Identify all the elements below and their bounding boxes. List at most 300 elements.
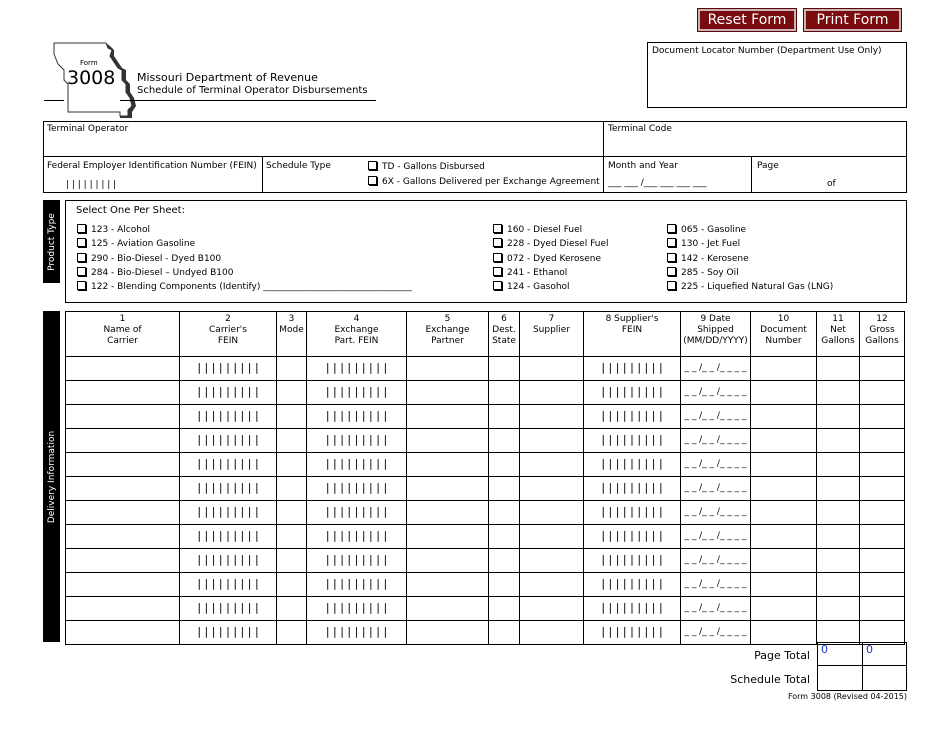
delivery-table bbox=[65, 311, 905, 645]
table-cell[interactable] bbox=[307, 549, 407, 573]
table-cell[interactable] bbox=[584, 477, 681, 501]
fein-ticks: | | | | | | | | | bbox=[601, 505, 663, 518]
table-cell[interactable] bbox=[817, 621, 860, 645]
column-header-line: Number bbox=[765, 336, 802, 346]
product-checkbox[interactable] bbox=[77, 267, 86, 276]
product-option-label: 123 - Alcohol bbox=[91, 225, 150, 235]
table-cell[interactable] bbox=[180, 501, 277, 525]
table-row bbox=[66, 597, 905, 621]
department-name: Missouri Department of Revenue bbox=[137, 71, 318, 84]
fein-ticks: | | | | | | | | | bbox=[197, 361, 259, 374]
table-cell[interactable] bbox=[307, 477, 407, 501]
column-header-line: 1 bbox=[119, 314, 126, 324]
table-cell[interactable] bbox=[681, 429, 751, 453]
table-cell[interactable] bbox=[66, 405, 180, 429]
table-cell[interactable] bbox=[307, 573, 407, 597]
table-cell[interactable] bbox=[681, 381, 751, 405]
table-cell[interactable] bbox=[66, 621, 180, 645]
table-cell[interactable] bbox=[407, 573, 489, 597]
date-blank: _ _ /_ _ /_ _ _ _ bbox=[684, 507, 747, 517]
table-cell[interactable] bbox=[681, 597, 751, 621]
table-cell[interactable] bbox=[277, 429, 307, 453]
column-header-line: State bbox=[492, 336, 516, 346]
page-total-gross-field[interactable]: 0 bbox=[862, 642, 907, 666]
schedule-type-6x[interactable]: 6X - Gallons Delivered per Exchange Agreement bbox=[368, 176, 600, 187]
fein-ticks: | | | | | | | | | bbox=[325, 529, 388, 542]
table-row bbox=[66, 525, 905, 549]
column-header-line: Document bbox=[760, 325, 807, 335]
table-cell[interactable] bbox=[489, 573, 520, 597]
product-checkbox[interactable] bbox=[77, 281, 86, 290]
table-cell[interactable] bbox=[520, 573, 584, 597]
product-checkbox[interactable] bbox=[493, 281, 502, 290]
table-cell[interactable] bbox=[277, 525, 307, 549]
fein-ticks: | | | | | | | | | bbox=[601, 625, 663, 638]
product-option-label: 065 - Gasoline bbox=[681, 225, 747, 235]
product-option-label: 225 - Liquefied Natural Gas (LNG) bbox=[681, 282, 834, 293]
table-cell[interactable] bbox=[180, 477, 277, 501]
product-type-sidebar bbox=[43, 200, 60, 283]
table-cell[interactable] bbox=[751, 621, 817, 645]
month-year-label: Month and Year bbox=[608, 161, 678, 171]
table-cell[interactable] bbox=[407, 549, 489, 573]
table-cell[interactable] bbox=[307, 501, 407, 525]
fein-ticks: | | | | | | | | | bbox=[325, 433, 388, 446]
table-cell[interactable] bbox=[751, 405, 817, 429]
table-cell[interactable] bbox=[520, 405, 584, 429]
table-cell[interactable] bbox=[66, 573, 180, 597]
table-cell[interactable] bbox=[489, 453, 520, 477]
column-header-line: 2 bbox=[225, 314, 231, 324]
fein-ticks: | | | | | | | | | bbox=[601, 385, 663, 398]
table-cell[interactable] bbox=[860, 357, 905, 381]
column-header bbox=[307, 312, 407, 357]
table-cell[interactable] bbox=[66, 381, 180, 405]
product-option[interactable] bbox=[667, 224, 746, 235]
table-cell[interactable] bbox=[66, 597, 180, 621]
fein-ticks: | | | | | | | | | bbox=[325, 625, 388, 638]
table-cell[interactable] bbox=[489, 381, 520, 405]
table-row bbox=[66, 453, 905, 477]
table-cell[interactable] bbox=[277, 453, 307, 477]
table-cell[interactable] bbox=[860, 573, 905, 597]
select-one-label: Select One Per Sheet: bbox=[76, 205, 185, 216]
schedule-total-gross-field[interactable] bbox=[862, 665, 907, 691]
column-header-line: 9 Date bbox=[700, 314, 731, 324]
column-header bbox=[817, 312, 860, 357]
table-cell[interactable] bbox=[860, 549, 905, 573]
table-cell[interactable] bbox=[66, 549, 180, 573]
schedule-title: Schedule of Terminal Operator Disbursements bbox=[137, 85, 368, 96]
table-cell[interactable] bbox=[860, 453, 905, 477]
table-cell[interactable] bbox=[277, 477, 307, 501]
delivery-header-row bbox=[66, 312, 905, 357]
table-cell[interactable] bbox=[180, 381, 277, 405]
fein-ticks: | | | | | | | | | bbox=[197, 457, 259, 470]
table-cell[interactable] bbox=[584, 453, 681, 477]
logo-rule bbox=[44, 100, 64, 101]
fein-ticks: | | | | | | | | | bbox=[601, 457, 663, 470]
product-option[interactable] bbox=[493, 281, 570, 292]
fein-ticks: | | | | | | | | | bbox=[601, 529, 663, 542]
table-cell[interactable] bbox=[584, 597, 681, 621]
fein-ticks: | | | | | | | | | bbox=[601, 433, 663, 446]
table-cell[interactable] bbox=[520, 549, 584, 573]
table-cell[interactable] bbox=[489, 429, 520, 453]
fein-label: Federal Employer Identification Number (FEIN) bbox=[47, 161, 257, 171]
table-cell[interactable] bbox=[407, 477, 489, 501]
table-cell[interactable] bbox=[681, 525, 751, 549]
table-row bbox=[66, 357, 905, 381]
product-option[interactable] bbox=[77, 224, 150, 235]
fein-ticks: | | | | | | | | | bbox=[325, 505, 388, 518]
table-cell[interactable] bbox=[277, 573, 307, 597]
page-label: Page bbox=[757, 161, 779, 171]
document-locator-box[interactable] bbox=[647, 42, 907, 108]
td-checkbox[interactable] bbox=[368, 161, 377, 170]
table-cell[interactable] bbox=[407, 429, 489, 453]
product-option[interactable] bbox=[667, 253, 749, 264]
fein-ticks: | | | | | | | | | bbox=[601, 601, 663, 614]
table-cell[interactable] bbox=[489, 477, 520, 501]
column-header-line: Exchange bbox=[334, 325, 379, 335]
table-cell[interactable] bbox=[66, 477, 180, 501]
table-cell[interactable] bbox=[751, 453, 817, 477]
table-cell[interactable] bbox=[860, 381, 905, 405]
page-of-label: of bbox=[827, 179, 836, 189]
schedule-type-label: Schedule Type bbox=[266, 161, 331, 171]
product-checkbox[interactable] bbox=[667, 253, 676, 262]
column-header-line: Gross bbox=[869, 325, 895, 335]
table-cell[interactable] bbox=[489, 525, 520, 549]
table-cell[interactable] bbox=[520, 357, 584, 381]
table-row bbox=[66, 381, 905, 405]
column-header-line: Shipped bbox=[697, 325, 734, 335]
table-row bbox=[66, 549, 905, 573]
fein-ticks: | | | | | | | | | bbox=[601, 361, 663, 374]
date-blank: _ _ /_ _ /_ _ _ _ bbox=[684, 483, 747, 493]
table-cell[interactable] bbox=[584, 525, 681, 549]
table-cell[interactable] bbox=[407, 621, 489, 645]
date-blank: _ _ /_ _ /_ _ _ _ bbox=[684, 579, 747, 589]
product-option[interactable] bbox=[493, 267, 567, 278]
table-cell[interactable] bbox=[751, 477, 817, 501]
product-option[interactable] bbox=[667, 238, 740, 249]
table-cell[interactable] bbox=[520, 429, 584, 453]
table-row bbox=[66, 477, 905, 501]
product-option-label: 124 - Gasohol bbox=[507, 282, 570, 293]
fein-ticks: | | | | | | | | | bbox=[197, 409, 259, 422]
table-cell[interactable] bbox=[307, 453, 407, 477]
product-option-label: 160 - Diesel Fuel bbox=[507, 225, 583, 235]
table-cell[interactable] bbox=[860, 477, 905, 501]
table-cell[interactable] bbox=[681, 501, 751, 525]
date-blank: _ _ /_ _ /_ _ _ _ bbox=[684, 531, 747, 541]
column-header bbox=[751, 312, 817, 357]
table-cell[interactable] bbox=[520, 597, 584, 621]
product-option[interactable] bbox=[493, 224, 582, 235]
table-cell[interactable] bbox=[66, 453, 180, 477]
table-cell[interactable] bbox=[66, 357, 180, 381]
product-option-label: 284 - Bio-Diesel – Undyed B100 bbox=[91, 267, 234, 278]
column-header-line: Name of bbox=[103, 325, 142, 335]
fein-ticks: | | | | | | | | | bbox=[601, 481, 663, 494]
column-header bbox=[681, 312, 751, 357]
table-cell[interactable] bbox=[277, 549, 307, 573]
column-header-line: FEIN bbox=[621, 325, 643, 335]
fein-ticks: | | | | | | | | | bbox=[197, 505, 259, 518]
table-cell[interactable] bbox=[277, 501, 307, 525]
table-cell[interactable] bbox=[307, 621, 407, 645]
fein-ticks: | | | | | | | | | bbox=[325, 361, 388, 374]
print-form-button[interactable]: Print Form bbox=[804, 9, 901, 31]
table-cell[interactable] bbox=[817, 381, 860, 405]
product-option[interactable] bbox=[77, 281, 412, 292]
table-cell[interactable] bbox=[407, 525, 489, 549]
table-cell[interactable] bbox=[584, 549, 681, 573]
column-header-line: (MM/DD/YYYY) bbox=[683, 336, 748, 346]
product-checkbox[interactable] bbox=[667, 224, 676, 233]
product-checkbox[interactable] bbox=[493, 253, 502, 262]
table-cell[interactable] bbox=[489, 501, 520, 525]
table-cell[interactable] bbox=[860, 525, 905, 549]
table-cell[interactable] bbox=[277, 621, 307, 645]
table-cell[interactable] bbox=[520, 453, 584, 477]
product-checkbox[interactable] bbox=[77, 253, 86, 262]
product-option[interactable] bbox=[667, 281, 833, 292]
table-cell[interactable] bbox=[817, 357, 860, 381]
table-cell[interactable] bbox=[817, 405, 860, 429]
table-cell[interactable] bbox=[681, 477, 751, 501]
table-cell[interactable] bbox=[817, 573, 860, 597]
product-option-label: 072 - Dyed Kerosene bbox=[507, 253, 601, 264]
fein-ticks: | | | | | | | | | bbox=[601, 409, 663, 422]
product-option[interactable] bbox=[493, 238, 609, 249]
table-cell[interactable] bbox=[751, 429, 817, 453]
table-cell[interactable] bbox=[180, 357, 277, 381]
page-total-net-field[interactable]: 0 bbox=[817, 642, 863, 666]
table-cell[interactable] bbox=[817, 477, 860, 501]
table-cell[interactable] bbox=[180, 429, 277, 453]
6x-checkbox[interactable] bbox=[368, 176, 377, 185]
table-cell[interactable] bbox=[180, 549, 277, 573]
product-checkbox[interactable] bbox=[667, 238, 676, 247]
column-header-line: 12 bbox=[876, 314, 888, 324]
table-cell[interactable] bbox=[407, 381, 489, 405]
column-header-line: 7 bbox=[548, 314, 555, 324]
product-checkbox[interactable] bbox=[77, 224, 86, 233]
fein-ticks: | | | | | | | | | bbox=[325, 481, 388, 494]
table-cell[interactable] bbox=[180, 405, 277, 429]
info-vline-2 bbox=[262, 156, 263, 193]
table-cell[interactable] bbox=[407, 357, 489, 381]
table-cell[interactable] bbox=[584, 357, 681, 381]
schedule-type-td[interactable]: TD - Gallons Disbursed bbox=[368, 161, 485, 172]
table-cell[interactable] bbox=[277, 357, 307, 381]
table-cell[interactable] bbox=[584, 405, 681, 429]
column-header-line: Carrier's bbox=[209, 325, 247, 335]
table-cell[interactable] bbox=[180, 597, 277, 621]
table-cell[interactable] bbox=[277, 405, 307, 429]
delivery-info-sidebar bbox=[43, 311, 60, 642]
table-cell[interactable] bbox=[817, 429, 860, 453]
delivery-info-label: Delivery Information bbox=[46, 430, 57, 523]
date-blank: _ _ /_ _ /_ _ _ _ bbox=[684, 411, 747, 421]
column-header-line: Gallons bbox=[865, 336, 899, 346]
terminal-code-label: Terminal Code bbox=[608, 124, 672, 134]
table-cell[interactable] bbox=[751, 597, 817, 621]
table-cell[interactable] bbox=[520, 501, 584, 525]
column-header-line: Supplier bbox=[532, 325, 571, 335]
title-rule bbox=[120, 100, 376, 101]
table-cell[interactable] bbox=[520, 381, 584, 405]
table-cell[interactable] bbox=[751, 501, 817, 525]
month-year-field[interactable]: ___ ___ /___ ___ ___ ___ bbox=[608, 178, 707, 188]
table-cell[interactable] bbox=[489, 549, 520, 573]
form-number: 3008 bbox=[67, 67, 116, 89]
table-cell[interactable] bbox=[681, 453, 751, 477]
table-cell[interactable] bbox=[817, 525, 860, 549]
column-header-line: Carrier bbox=[107, 336, 138, 346]
fein-ticks: | | | | | | | | | bbox=[601, 577, 663, 590]
fein-ticks: | | | | | | | | | bbox=[197, 385, 259, 398]
table-cell[interactable] bbox=[584, 429, 681, 453]
column-header-line: Gallons bbox=[821, 336, 855, 346]
table-cell[interactable] bbox=[180, 525, 277, 549]
column-header-line: Exchange bbox=[425, 325, 470, 335]
column-header bbox=[407, 312, 489, 357]
table-cell[interactable] bbox=[751, 573, 817, 597]
table-cell[interactable] bbox=[751, 357, 817, 381]
table-cell[interactable] bbox=[681, 549, 751, 573]
table-cell[interactable] bbox=[489, 597, 520, 621]
table-cell[interactable] bbox=[307, 405, 407, 429]
fein-ticks: | | | | | | | | | bbox=[197, 625, 259, 638]
schedule-total-net-field[interactable] bbox=[817, 665, 863, 691]
table-cell[interactable] bbox=[681, 621, 751, 645]
table-cell[interactable] bbox=[860, 621, 905, 645]
table-row bbox=[66, 573, 905, 597]
table-cell[interactable] bbox=[407, 597, 489, 621]
table-row bbox=[66, 405, 905, 429]
table-cell[interactable] bbox=[584, 501, 681, 525]
table-cell[interactable] bbox=[307, 429, 407, 453]
table-cell[interactable] bbox=[817, 501, 860, 525]
product-option-label: 125 - Aviation Gasoline bbox=[91, 239, 196, 250]
table-cell[interactable] bbox=[307, 381, 407, 405]
table-cell[interactable] bbox=[860, 597, 905, 621]
table-cell[interactable] bbox=[489, 621, 520, 645]
dln-label: Document Locator Number (Department Use Only) bbox=[652, 46, 882, 56]
fein-ticks[interactable]: | | | | | | | | | bbox=[66, 180, 117, 190]
product-option-label: 290 - Bio-Diesel - Dyed B100 bbox=[91, 253, 222, 264]
date-blank: _ _ /_ _ /_ _ _ _ bbox=[684, 555, 747, 565]
product-option-label: 228 - Dyed Diesel Fuel bbox=[507, 239, 609, 250]
product-checkbox[interactable] bbox=[77, 238, 86, 247]
table-cell[interactable] bbox=[681, 573, 751, 597]
product-checkbox[interactable] bbox=[667, 267, 676, 276]
date-blank: _ _ /_ _ /_ _ _ _ bbox=[684, 363, 747, 373]
table-cell[interactable] bbox=[307, 525, 407, 549]
table-cell[interactable] bbox=[520, 477, 584, 501]
table-cell[interactable] bbox=[584, 621, 681, 645]
fein-ticks: | | | | | | | | | bbox=[197, 529, 259, 542]
column-header bbox=[860, 312, 905, 357]
date-blank: _ _ /_ _ /_ _ _ _ bbox=[684, 603, 747, 613]
table-cell[interactable] bbox=[751, 525, 817, 549]
table-cell[interactable] bbox=[860, 405, 905, 429]
table-cell[interactable] bbox=[584, 573, 681, 597]
column-header bbox=[584, 312, 681, 357]
table-cell[interactable] bbox=[681, 357, 751, 381]
table-cell[interactable] bbox=[66, 525, 180, 549]
table-cell[interactable] bbox=[817, 597, 860, 621]
product-checkbox[interactable] bbox=[493, 224, 502, 233]
table-cell[interactable] bbox=[66, 501, 180, 525]
column-header-line: FEIN bbox=[217, 336, 239, 346]
fein-ticks: | | | | | | | | | bbox=[325, 409, 388, 422]
table-cell[interactable] bbox=[180, 453, 277, 477]
table-cell[interactable] bbox=[407, 405, 489, 429]
table-cell[interactable] bbox=[520, 525, 584, 549]
product-option[interactable] bbox=[77, 238, 195, 249]
table-cell[interactable] bbox=[277, 381, 307, 405]
product-checkbox[interactable] bbox=[493, 238, 502, 247]
table-cell[interactable] bbox=[584, 381, 681, 405]
table-cell[interactable] bbox=[520, 621, 584, 645]
table-row bbox=[66, 429, 905, 453]
table-cell[interactable] bbox=[751, 381, 817, 405]
fein-ticks: | | | | | | | | | bbox=[197, 553, 259, 566]
product-checkbox[interactable] bbox=[493, 267, 502, 276]
table-cell[interactable] bbox=[277, 597, 307, 621]
column-header-line: 11 bbox=[832, 314, 844, 324]
table-cell[interactable] bbox=[489, 357, 520, 381]
table-cell[interactable] bbox=[860, 429, 905, 453]
terminal-operator-label: Terminal Operator bbox=[47, 124, 129, 134]
table-cell[interactable] bbox=[817, 549, 860, 573]
table-cell[interactable] bbox=[860, 501, 905, 525]
product-option[interactable] bbox=[493, 253, 601, 264]
fein-ticks: | | | | | | | | | bbox=[197, 481, 259, 494]
table-cell[interactable] bbox=[180, 573, 277, 597]
product-option-label: 142 - Kerosene bbox=[681, 253, 749, 264]
column-header bbox=[66, 312, 180, 357]
fein-ticks: | | | | | | | | | bbox=[325, 385, 388, 398]
table-cell[interactable] bbox=[307, 597, 407, 621]
table-cell[interactable] bbox=[407, 501, 489, 525]
table-cell[interactable] bbox=[681, 405, 751, 429]
product-option[interactable] bbox=[77, 253, 221, 264]
table-cell[interactable] bbox=[180, 621, 277, 645]
column-header-line: 4 bbox=[353, 314, 360, 324]
table-cell[interactable] bbox=[817, 453, 860, 477]
table-cell[interactable] bbox=[66, 429, 180, 453]
column-header-line: 8 Supplier's bbox=[605, 314, 659, 324]
reset-form-button[interactable]: Reset Form bbox=[698, 9, 796, 31]
date-blank: _ _ /_ _ /_ _ _ _ bbox=[684, 459, 747, 469]
schedule-total-label: Schedule Total bbox=[730, 673, 810, 686]
table-cell[interactable] bbox=[307, 357, 407, 381]
table-cell[interactable] bbox=[407, 453, 489, 477]
column-header-line: 6 bbox=[501, 314, 507, 324]
column-header-line: Mode bbox=[279, 325, 304, 335]
product-checkbox[interactable] bbox=[667, 281, 676, 290]
table-cell[interactable] bbox=[489, 405, 520, 429]
product-option[interactable] bbox=[667, 267, 739, 278]
product-option[interactable] bbox=[77, 267, 233, 278]
table-cell[interactable] bbox=[751, 549, 817, 573]
